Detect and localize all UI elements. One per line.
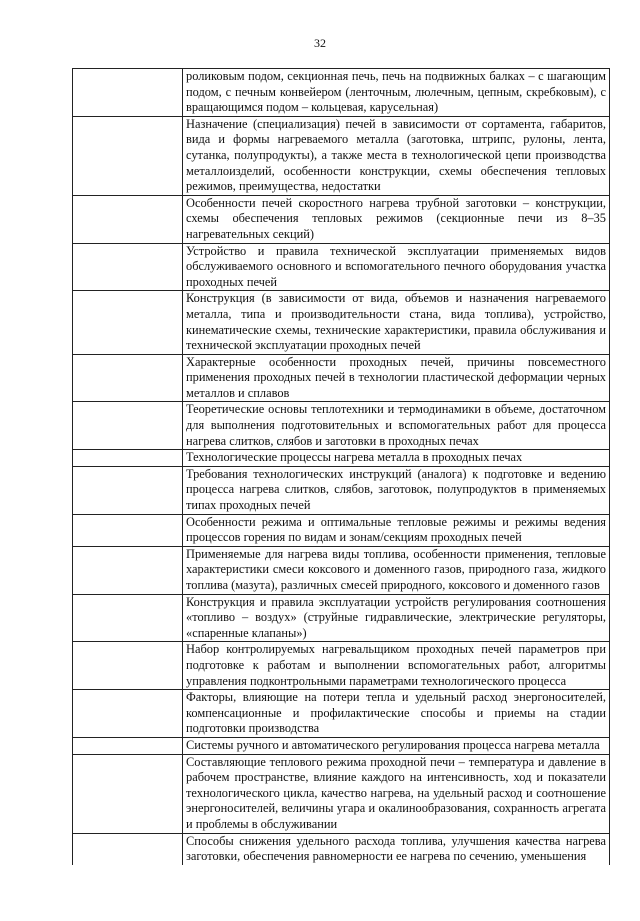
table-cell [183, 754, 610, 833]
cell-text: Системы ручного и автоматического регулирования процесса нагрева металла [186, 737, 600, 752]
table-row [73, 354, 610, 402]
table-row [73, 466, 610, 514]
cell-text: Назначение (специализация) печей в зависимости от сортамента, габаритов, вида и формы нагреваемого металла (заготовка, штрипс, рулоны, лента, сутанка, полупродукты), а также места в технологической цепи производства металлоизделий, особенности конструкции, схемы обеспечения тепловых режимов, преимущества, недостатки [186, 116, 606, 194]
table-row [73, 642, 610, 690]
table-cell [183, 402, 610, 450]
cell-text: Устройство и правила технической эксплуатации применяемых видов обслуживаемого основного и вспомогательного печного оборудования участка проходных печей [186, 243, 606, 289]
cell-text: Набор контролируемых нагревальщиком проходных печей параметров при подготовке к работам и выполнении вспомогательных работ, алгоритмы управления подконтрольными параметрами технологического процесса [186, 642, 606, 688]
cell-text: Требования технологических инструкций (аналога) к подготовке и ведению процесса нагрева слитков, слябов, заготовок, полупродуктов в применяемых типах проходных печей [186, 466, 606, 513]
left-cell [73, 195, 183, 243]
cell-text: роликовым подом, секционная печь, печь на подвижных балках – с шагающим подом, с печным конвейером (ленточным, люлечным, цепным, скребковым), с вращающимся подом – кольцевая, карусельная) [186, 69, 606, 115]
cell-text: Факторы, влияющие на потери тепла и удельный расход энергоносителей, компенсационные и профилактические способы и приемы на стадии подготовки производства [186, 690, 606, 736]
left-cell [73, 402, 183, 450]
page-number: 32 [314, 36, 326, 50]
table-cell [183, 195, 610, 243]
cell-text: Характерные особенности проходных печей, причины повсеместного применения проходных печей в технологии пластической деформации черных металлов и сплавов [186, 354, 606, 400]
cell-text: Особенности печей скоростного нагрева трубной заготовки – конструкции, схемы обеспечения тепловых режимов (секционные печи из 8–35 нагревательных секций) [186, 195, 606, 241]
cell-text: Применяемые для нагрева виды топлива, особенности применения, тепловые характеристики смеси коксового и доменного газов, природного газа, жидкого топлива (мазута), различных смесей природного, коксового и доменного газов [186, 546, 606, 592]
cell-text: Технологические процессы нагрева металла в проходных печах [186, 450, 523, 465]
table-cell [183, 450, 610, 467]
cell-text: Конструкция (в зависимости от вида, объемов и назначения нагреваемого металла, типа и производительности стана, вида топлива), устройство, кинематические схемы, технические характеристики, правила обслуживания и технической эксплуатации проходных печей [186, 291, 606, 353]
left-cell [73, 466, 183, 514]
left-cell [73, 514, 183, 546]
table-cell [183, 69, 610, 117]
knowledge-table [72, 68, 610, 865]
table-cell [183, 243, 610, 291]
table-row [73, 690, 610, 738]
left-cell [73, 642, 183, 690]
left-cell [73, 243, 183, 291]
table-cell [183, 514, 610, 546]
table-cell [183, 546, 610, 594]
table-row [73, 243, 610, 291]
table-row [73, 737, 610, 754]
table-cell [183, 690, 610, 738]
table-cell [183, 354, 610, 402]
left-cell [73, 69, 183, 117]
table-row [73, 195, 610, 243]
table-row [73, 450, 610, 467]
left-cell [73, 690, 183, 738]
table-row [73, 514, 610, 546]
left-cell [73, 737, 183, 754]
left-cell [73, 116, 183, 195]
table-row [73, 754, 610, 833]
cell-text: Способы снижения удельного расхода топлива, улучшения качества нагрева заготовки, обеспечения равномерности ее нагрева по сечению, уменьшения [186, 833, 606, 864]
left-cell [73, 594, 183, 642]
table-row [73, 546, 610, 594]
table-row [73, 594, 610, 642]
cell-text: Теоретические основы теплотехники и термодинамики в объеме, достаточном для выполнения подготовительных и вспомогательных работ для процесса нагрева слитков, слябов и заготовки в проходных печах [186, 402, 606, 448]
cell-text: Особенности режима и оптимальные тепловые режимы и режимы ведения процессов горения по видам и зонам/секциям проходных печей [186, 514, 606, 545]
table-cell [183, 642, 610, 690]
left-cell [73, 450, 183, 467]
table-cell [183, 737, 610, 754]
table-row [73, 833, 610, 865]
table-row [73, 291, 610, 354]
left-cell [73, 754, 183, 833]
left-cell [73, 291, 183, 354]
left-cell [73, 354, 183, 402]
table-row [73, 402, 610, 450]
table-cell [183, 291, 610, 354]
cell-text: Составляющие теплового режима проходной печи – температура и давление в рабочем пространстве, влияние каждого на интенсивность, ход и показатели технологического цикла, качество нагрева, на удельный расход и соотношение энергоносителей, величины угара и окалинообразования, сохранность агрегата и проблемы в обслуживании [186, 754, 606, 831]
table-cell [183, 466, 610, 514]
left-cell [73, 833, 183, 865]
table-cell [183, 116, 610, 195]
table-cell [183, 833, 610, 865]
cell-text: Конструкция и правила эксплуатации устройств регулирования соотношения «топливо – воздух» (струйные гидравлические, электрические регуляторы, «спаренные клапаны») [186, 594, 606, 640]
table-cell [183, 594, 610, 642]
left-cell [73, 546, 183, 594]
table-row [73, 69, 610, 117]
table-row [73, 116, 610, 195]
